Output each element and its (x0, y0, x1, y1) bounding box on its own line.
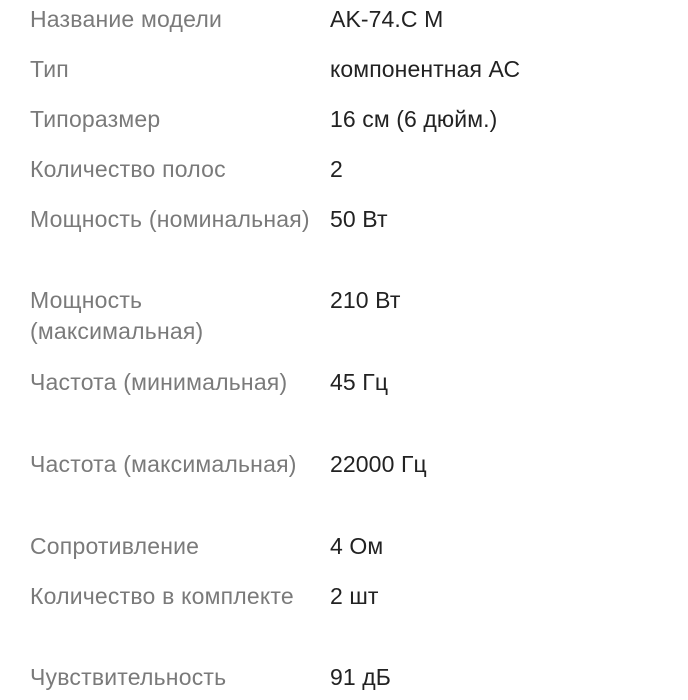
spec-value: 91 дБ (330, 664, 391, 690)
spec-label: Чувствительность (30, 664, 227, 690)
spec-label: Сопротивление (30, 533, 200, 559)
spec-value: 210 Вт (330, 287, 401, 313)
spec-value: 2 шт (330, 583, 379, 609)
spec-label: Тип (30, 56, 69, 82)
spec-label: Частота (минимальная) (30, 369, 288, 395)
spec-value: 50 Вт (330, 206, 388, 232)
spec-label: Типоразмер (30, 106, 161, 132)
spec-value: 16 см (6 дюйм.) (330, 106, 498, 132)
spec-label: Количество полос (30, 156, 226, 182)
spec-value: 2 (330, 156, 343, 182)
spec-label: Мощность (максимальная) (30, 287, 204, 344)
spec-value: 22000 Гц (330, 451, 427, 477)
spec-value: 45 Гц (330, 369, 389, 395)
spec-value: AK-74.C M (330, 6, 444, 32)
spec-value: компонентная АС (330, 56, 521, 82)
spec-label: Частота (максимальная) (30, 451, 297, 477)
spec-label: Количество в комплекте (30, 583, 294, 609)
spec-label: Мощность (номинальная) (30, 206, 310, 232)
spec-label: Название модели (30, 6, 222, 32)
spec-value: 4 Ом (330, 533, 384, 559)
